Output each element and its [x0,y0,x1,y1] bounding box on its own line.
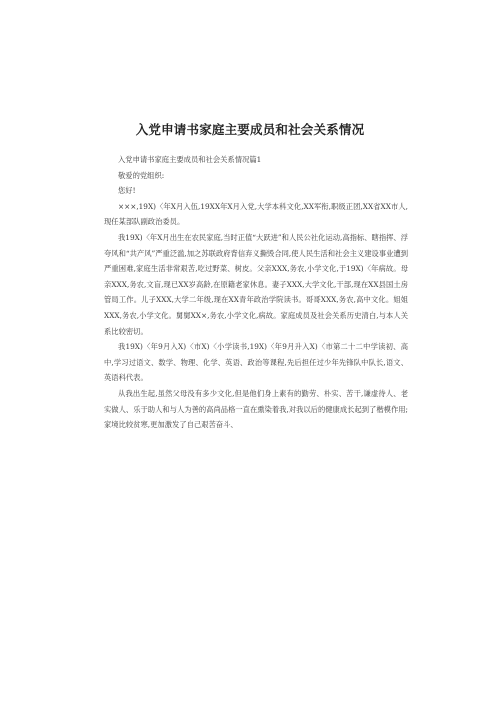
salutation: 敬爱的党组织: [118,170,165,180]
page-title: 入党申请书家庭主要成员和社会关系情况 [135,122,365,137]
greeting: 您好! [118,186,136,196]
paragraph: ×××,19X)〈年X月入伍,19XX年X月入党,大学本科文化,XX军衔,职级正团,XX省XX市人,现任某部队副政治委员。 [104,201,408,227]
paragraph: 我19X)〈年X月出生在农民家庭,当时正值“大跃进”和人民公社化运动,高指标、瞎指挥、浮夸风和“共产风”严重泛滥,加之苏联政府背信弃义撕毁合同,使人民生活和社会主义建设事业遭到严重困难,家庭生活非常艰苦,吃过野菜、树皮。父亲XXX,务农,小学文化,于19X)〈年病故。母亲XXX,务农,文盲,现已XX岁高龄,在原籍老家休息。妻子XXX,大学文化,干部,现在XX县国土房管局工作。儿子XXX,大学二年级,现在XX青年政治学院读书。哥哥XXX,务农,高中文化。姐姐XXX,务农,小学文化。舅舅XX×,务农,小学文化,病故。家庭成员及社会关系历史清白,与本人关系比较密切。 [104,232,409,336]
paragraph: 从我出生起,虽然父母没有多少文化,但是他们身上素有的勤劳、朴实、苦干,谦虚待人、老实做人、乐于助人和与人为善的高尚品格一直在熏染着我,对我以后的健康成长起到了楷模作用;家境比较贫寒,更加激发了自己艰苦奋斗、 [104,388,408,430]
document-subtitle: 入党申请书家庭主要成员和社会关系情况篇1 [118,155,262,164]
paragraph: 我19X)〈年9月入X)〈市X)〈小学读书,19X)〈年9月升入X)〈市第二十二中学读初、高中,学习过语文、数学、物理、化学、英语、政治等课程,先后担任过少年先锋队中队长,语文、英语科代表。 [104,342,408,383]
document-body [104,152,408,433]
